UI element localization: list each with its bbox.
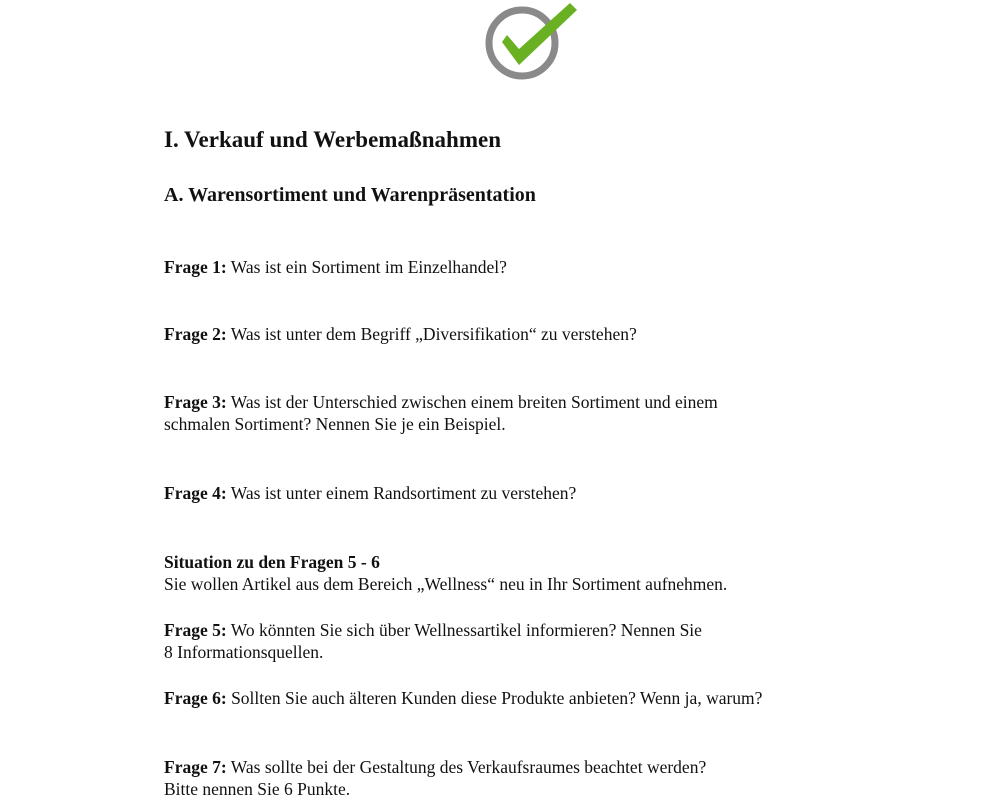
question-3 bbox=[164, 391, 864, 435]
question-text-continued: 8 Informationsquellen. bbox=[164, 642, 324, 662]
question-4 bbox=[164, 482, 864, 504]
question-text: Was sollte bei der Gestaltung des Verkaufsraumes beachtet werden? bbox=[230, 757, 707, 777]
question-label: Frage 7: bbox=[164, 757, 227, 777]
situation-text: Sie wollen Artikel aus dem Bereich „Wellness“ neu in Ihr Sortiment aufnehmen. bbox=[164, 574, 728, 594]
question-text: Was ist unter einem Randsortiment zu verstehen? bbox=[230, 483, 577, 503]
question-text: Was ist der Unterschied zwischen einem breiten Sortiment und einem bbox=[230, 392, 718, 412]
question-text-continued: schmalen Sortiment? Nennen Sie je ein Beispiel. bbox=[164, 414, 506, 434]
question-6 bbox=[164, 687, 864, 709]
checkmark-icon bbox=[484, 2, 580, 84]
question-1 bbox=[164, 256, 864, 278]
question-7 bbox=[164, 756, 864, 800]
question-label: Frage 2: bbox=[164, 324, 227, 344]
question-label: Frage 1: bbox=[164, 257, 227, 277]
question-label: Frage 3: bbox=[164, 392, 227, 412]
question-text: Was ist ein Sortiment im Einzelhandel? bbox=[230, 257, 507, 277]
question-text: Sollten Sie auch älteren Kunden diese Produkte anbieten? Wenn ja, warum? bbox=[231, 688, 763, 708]
question-2 bbox=[164, 323, 864, 345]
situation-block bbox=[164, 551, 864, 595]
question-text: Was ist unter dem Begriff „Diversifikation“ zu verstehen? bbox=[230, 324, 637, 344]
page-title: I. Verkauf und Werbemaßnahmen bbox=[164, 127, 501, 152]
question-text-continued: Bitte nennen Sie 6 Punkte. bbox=[164, 779, 351, 799]
section-title: A. Warensortiment und Warenpräsentation bbox=[164, 184, 536, 206]
question-text: Wo könnten Sie sich über Wellnessartikel informieren? Nennen Sie bbox=[230, 620, 702, 640]
question-label: Frage 6: bbox=[164, 688, 227, 708]
checkmark-logo bbox=[484, 2, 580, 84]
question-label: Frage 5: bbox=[164, 620, 227, 640]
situation-title: Situation zu den Fragen 5 - 6 bbox=[164, 552, 380, 572]
question-label: Frage 4: bbox=[164, 483, 227, 503]
question-5 bbox=[164, 619, 864, 663]
